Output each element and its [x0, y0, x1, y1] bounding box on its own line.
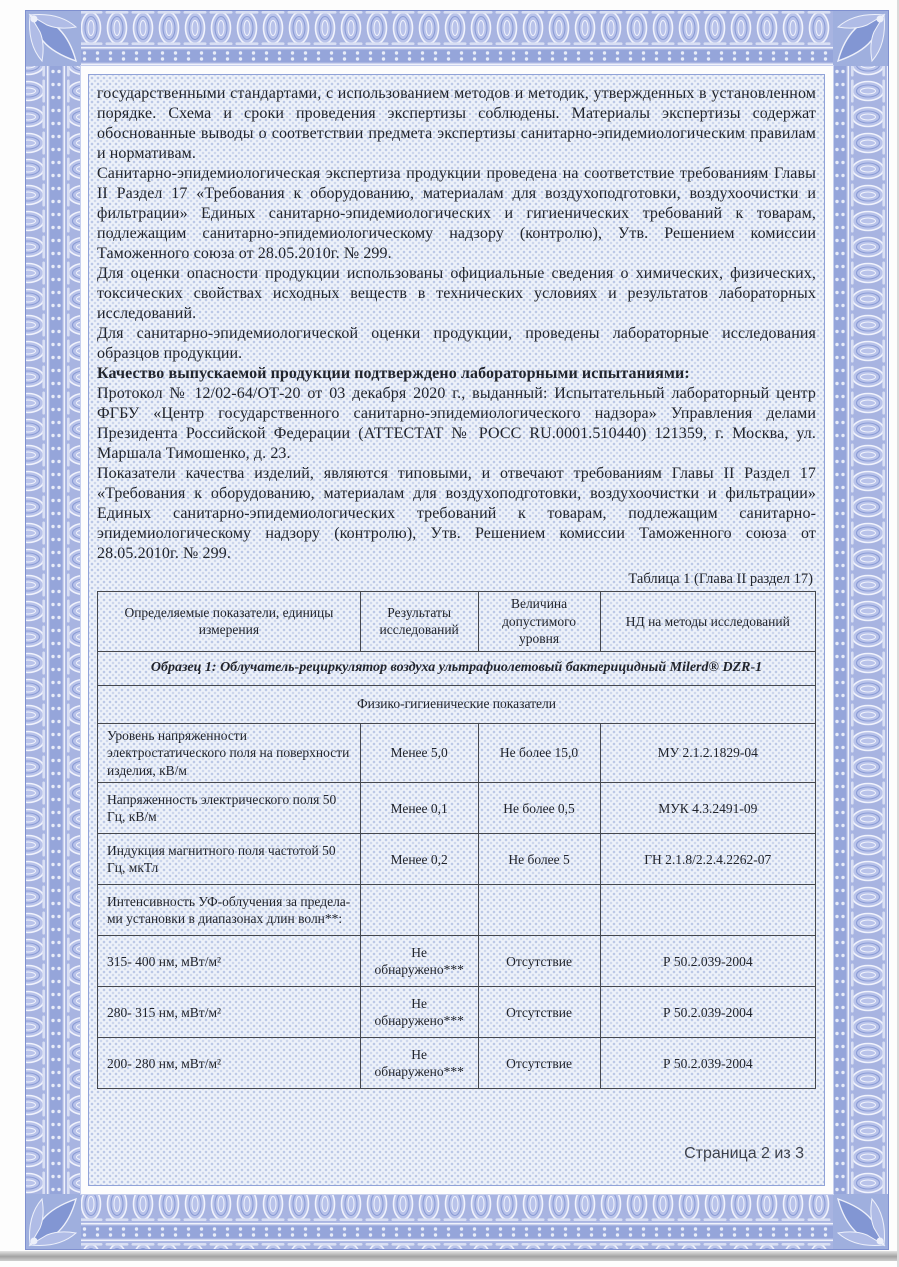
table-row: [98, 723, 816, 783]
sample-title: Образец 1: Облучатель-рециркулятор воздуха ультрафиолетовый бактерицидный Milerd® DZR-1: [98, 651, 816, 685]
method-cell: ГН 2.1.8/2.2.4.2262-07: [600, 834, 815, 885]
table-row: [98, 885, 816, 936]
method-cell: МУ 2.1.2.1829-04: [600, 723, 815, 783]
indicator-cell: 200- 280 нм, мВт/м²: [98, 1038, 361, 1089]
method-cell: Р 50.2.039-2004: [600, 987, 815, 1038]
method-cell: МУК 4.3.2491-09: [600, 783, 815, 834]
table-row: [98, 1038, 816, 1089]
indicator-cell: Уровень напряженности электростатического поля на поверхности изделия, кВ/м: [98, 723, 361, 783]
method-cell: Р 50.2.039-2004: [600, 936, 815, 987]
paragraph-bold: Качество выпускаемой продукции подтверждено лабораторными испытаниями:: [97, 365, 690, 382]
content-area: [88, 74, 825, 1186]
results-table: [97, 591, 816, 1089]
page-number: Страница 2 из 3: [684, 1145, 804, 1162]
paragraph: Протокол № 12/02-64/ОТ-20 от 03 декабря 2020 г., выданный: Испытательный лабораторный центр ФГБУ «Центр государственного санитарно-эпидемиологического надзора» Управления делами Президента Российской Федерации (АТТЕСТАТ № РОСС RU.0001.510440) 121359, г. Москва, ул. Маршала Тимошенко, д. 23.: [97, 385, 816, 462]
col-header-indicators: Определяемые показатели, единицы измерения: [98, 592, 361, 652]
paragraphs: [97, 84, 816, 564]
result-cell: Менее 0,2: [360, 834, 478, 885]
indicator-cell: Интенсивность УФ-облучения за предела-ми установки в диапазонах длин волн**:: [98, 885, 361, 936]
table-row: [98, 834, 816, 885]
limit-cell: Не более 0,5: [478, 783, 600, 834]
col-header-methods: НД на методы исследований: [600, 592, 815, 652]
limit-cell: Отсутствие: [478, 936, 600, 987]
sample-title-row: [98, 651, 816, 685]
method-cell: [600, 885, 815, 936]
section-title: Физико-гигиенические показатели: [98, 685, 816, 723]
limit-cell: Не более 15,0: [478, 723, 600, 783]
col-header-results: Результаты исследований: [360, 592, 478, 652]
indicator-cell: Напряженность электрического поля 50 Гц, кВ/м: [98, 783, 361, 834]
table-row: [98, 987, 816, 1038]
col-header-limit: Величина допустимого уровня: [478, 592, 600, 652]
results-table-body: [98, 651, 816, 1089]
paragraph: государственными стандартами, с использованием методов и методик, утвержденных в установленном порядке. Схема и сроки проведения экспертизы соблюдены. Материалы экспертизы содержат обоснованные выводы о соответствии предмета экспертизы санитарно-эпидемиологическим правилам и нормативам.: [97, 85, 816, 162]
paragraph: Для санитарно-эпидемиологической оценки продукции, проведены лабораторные исследования образцов продукции.: [97, 325, 816, 362]
table-row: [98, 783, 816, 834]
indicator-cell: 280- 315 нм, мВт/м²: [98, 987, 361, 1038]
result-cell: Не обнаружено***: [360, 936, 478, 987]
limit-cell: Отсутствие: [478, 1038, 600, 1089]
paragraph: Санитарно-эпидемиологическая экспертиза продукции проведена на соответствие требованиям Главы II Раздел 17 «Требования к оборудованию, материалам для воздухоподготовки, воздухоочистки и фильтрации» Единых санитарно-эпидемиологических и гигиенических требований к товарам, подлежащим санитарно-эпидемиологическому надзору (контролю), Утв. Решением комиссии Таможенного союза от 28.05.2010г. № 299.: [97, 165, 816, 262]
table-row: [98, 936, 816, 987]
result-cell: Менее 5,0: [360, 723, 478, 783]
result-cell: Менее 0,1: [360, 783, 478, 834]
table-header-row: [98, 592, 816, 652]
table-caption: Таблица 1 (Глава II раздел 17): [628, 571, 813, 587]
section-title-row: [98, 685, 816, 723]
scan-edge-shadow: [0, 1251, 899, 1261]
paragraph: Показатели качества изделий, являются типовыми, и отвечают требованиям Главы II Раздел 17 «Требования к оборудованию, материалам для воздухоподготовки, воздухоочистки и фильтрации» Единых санитарно-эпидемиологических требований к товарам, подлежащим санитарно-эпидемиологическому надзору (контролю), Утв. Решением комиссии Таможенного союза от 28.05.2010г. № 299.: [97, 465, 816, 562]
method-cell: Р 50.2.039-2004: [600, 1038, 815, 1089]
indicator-cell: Индукция магнитного поля частотой 50 Гц, мкТл: [98, 834, 361, 885]
indicator-cell: 315- 400 нм, мВт/м²: [98, 936, 361, 987]
result-cell: [360, 885, 478, 936]
paragraph: Для оценки опасности продукции использованы официальные сведения о химических, физических, токсических свойствах исходных веществ в технических условиях и результатов лабораторных исследований.: [97, 265, 816, 322]
limit-cell: Не более 5: [478, 834, 600, 885]
result-cell: Не обнаружено***: [360, 987, 478, 1038]
result-cell: Не обнаружено***: [360, 1038, 478, 1089]
limit-cell: [478, 885, 600, 936]
limit-cell: Отсутствие: [478, 987, 600, 1038]
